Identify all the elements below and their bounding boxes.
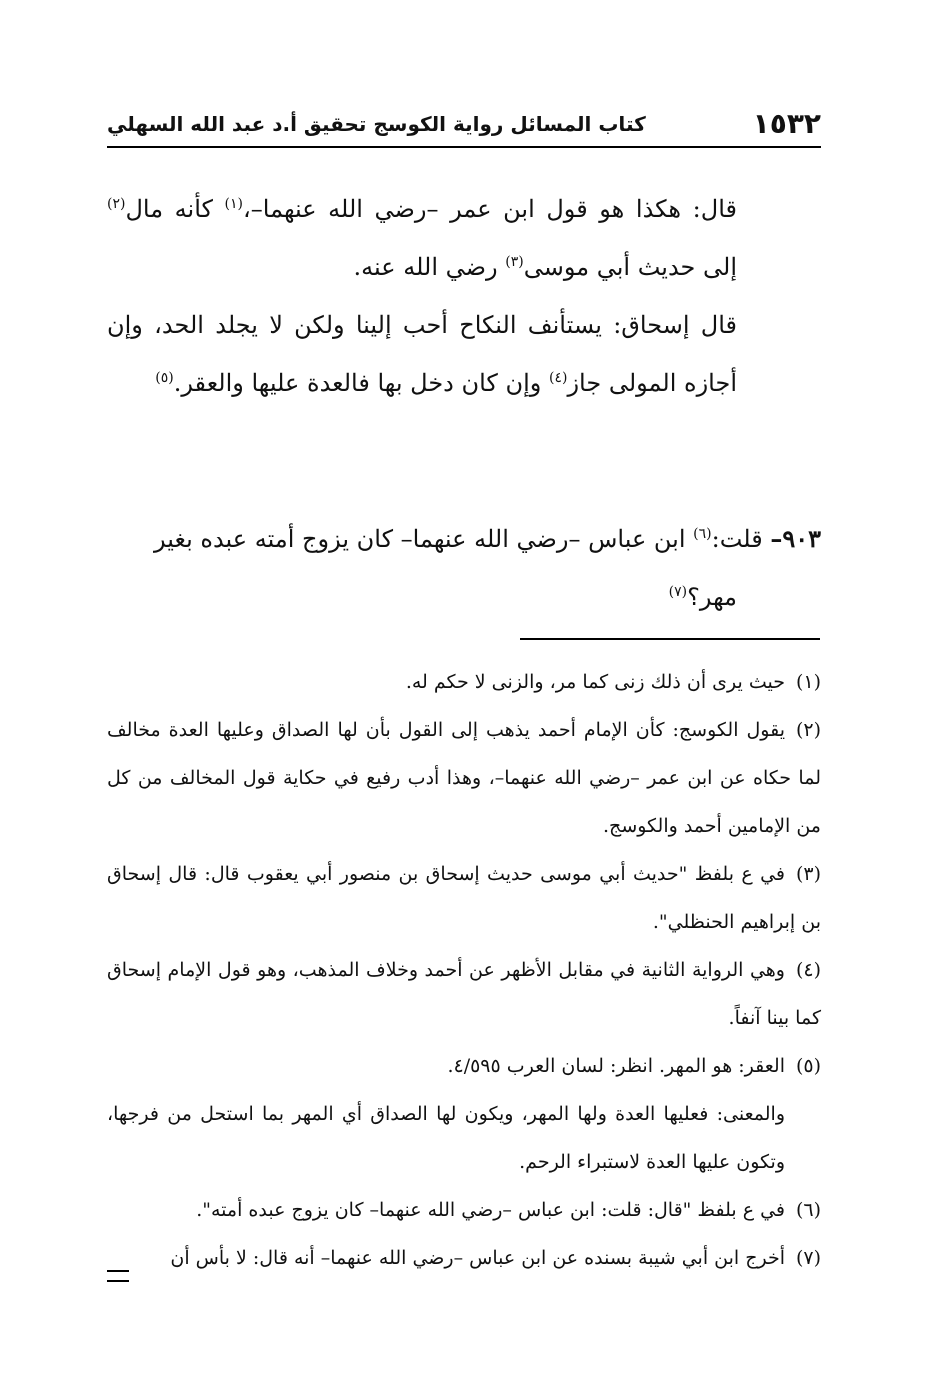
footnote-6 xyxy=(107,1186,821,1234)
page-number: ١٥٣٢ xyxy=(752,107,821,140)
footnote-text: في ع بلفظ "حديث أبي موسى حديث إسحاق بن منصور أبي يعقوب قال: قال إسحاق بن إبراهيم الحنظلي". xyxy=(107,863,821,933)
footnote-mark: (١) xyxy=(795,671,821,693)
text-run: مهر؟ xyxy=(687,583,737,611)
footnote-ref: (٥) xyxy=(155,370,174,386)
running-title: كتاب المسائل رواية الكوسج تحقيق أ.د عبد الله السهلي xyxy=(107,112,646,136)
main-text xyxy=(107,180,737,412)
issue-903 xyxy=(107,510,821,626)
footnote-mark: (٦) xyxy=(795,1199,821,1221)
text-run: رضي الله عنه. xyxy=(353,253,506,281)
continuation-mark xyxy=(107,1270,129,1282)
footnote-2 xyxy=(107,706,821,850)
text-run: ابن عباس –رضي الله عنهما– كان يزوج أمته عبده بغير xyxy=(154,525,694,553)
text-run: إلى حديث أبي موسى xyxy=(523,253,737,281)
footnote-ref: (٦) xyxy=(693,526,712,542)
footnote-1 xyxy=(107,658,821,706)
footnote-mark: (٣) xyxy=(795,863,821,885)
text-run: قال: هكذا هو قول ابن عمر –رضي الله عنهما–، xyxy=(243,195,737,223)
issue-line xyxy=(107,510,821,568)
footnote-5 xyxy=(107,1042,821,1186)
header-rule xyxy=(107,146,821,148)
footnote-separator xyxy=(520,638,820,640)
text-run: كأنه مال xyxy=(125,195,225,223)
issue-number: ٩٠٣– xyxy=(770,524,821,553)
text-run: وإن كان دخل بها فالعدة عليها والعقر. xyxy=(173,369,549,397)
footnote-ref: (٣) xyxy=(505,254,524,270)
text-run: قال إسحاق: يستأنف النكاح أحب إلينا ولكن لا يجلد الحد، وإن أجازه المولى جاز xyxy=(107,311,738,397)
footnote-ref: (٢) xyxy=(107,196,126,212)
footnote-mark: (٥) xyxy=(795,1055,821,1077)
footnote-ref: (١) xyxy=(224,196,244,212)
footnote-text: يقول الكوسج: كأن الإمام أحمد يذهب إلى القول بأن لها الصداق وعليها العدة مخالف لما حكاه عن ابن عمر –رضي الله عنهما–، وهذا أدب رفيع في حكاية قول المخالف من كل من الإمامين أحمد والكوسج. xyxy=(107,719,821,837)
footnote-7 xyxy=(107,1234,821,1282)
footnote-mark: (٢) xyxy=(795,719,821,741)
footnote-text: حيث يرى أن ذلك زنى كما مر، والزنى لا حكم له. xyxy=(405,671,785,693)
footnote-ref: (٧) xyxy=(668,584,688,600)
text-run: قلت: xyxy=(711,525,771,553)
footnotes xyxy=(107,658,821,1282)
footnote-text: أخرج ابن أبي شيبة بسنده عن ابن عباس –رضي الله عنهما– أنه قال: لا بأس أن xyxy=(170,1247,785,1269)
footnote-text: وهي الرواية الثانية في مقابل الأظهر عن أحمد وخلاف المذهب، وهو قول الإمام إسحاق كما بينا آنفاً. xyxy=(107,959,821,1029)
footnote-4 xyxy=(107,946,821,1042)
footnote-5-continuation: والمعنى: فعليها العدة ولها المهر، ويكون لها الصداق أي المهر بما استحل من فرجها، وتكون عليها العدة لاستبراء الرحم. xyxy=(107,1103,785,1173)
footnote-mark: (٧) xyxy=(795,1247,821,1269)
footnote-text: العقر: هو المهر. انظر: لسان العرب ٤/٥٩٥. xyxy=(447,1055,785,1077)
footnote-ref: (٤) xyxy=(548,370,568,386)
running-header xyxy=(107,100,821,140)
paragraph-ishaq xyxy=(107,296,737,412)
footnote-3 xyxy=(107,850,821,946)
paragraph-qala xyxy=(107,180,737,296)
footnote-mark: (٤) xyxy=(795,959,821,981)
footnote-text: في ع بلفظ "قال: قلت: ابن عباس –رضي الله عنهما– كان يزوج عبده أمته". xyxy=(196,1199,785,1221)
issue-line-continued xyxy=(107,568,821,626)
